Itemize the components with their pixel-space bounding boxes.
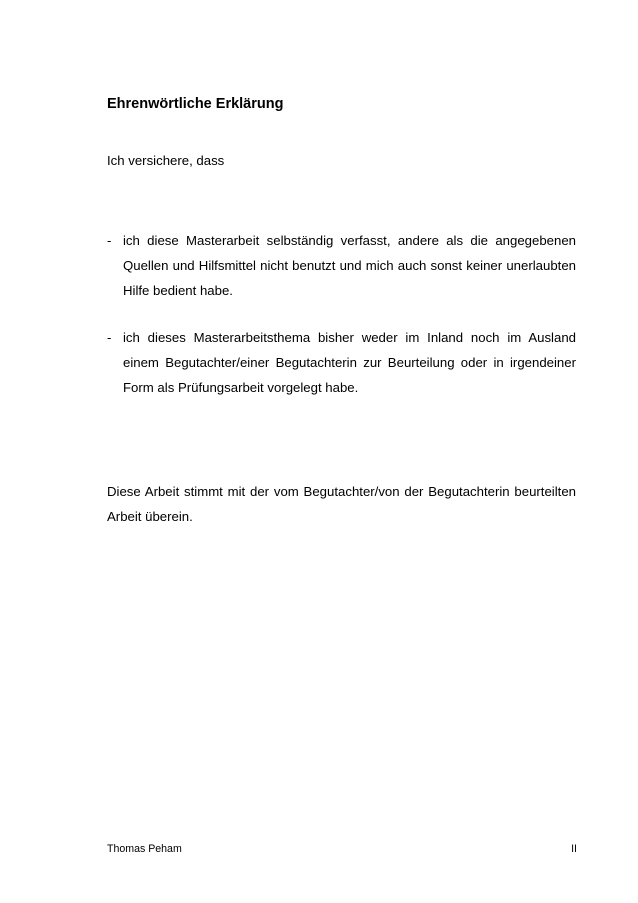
list-marker: - bbox=[107, 330, 112, 345]
closing-statement: Diese Arbeit stimmt mit der vom Begutachter/von der Begutachterin beurteilten Arbeit überein. bbox=[107, 484, 576, 524]
declaration-item bbox=[107, 228, 576, 303]
intro-text: Ich versichere, dass bbox=[107, 153, 225, 168]
footer-author: Thomas Peham bbox=[107, 843, 182, 855]
declaration-item-text: ich diese Masterarbeit selbständig verfasst, andere als die angegebenen Quellen und Hilfsmittel nicht benutzt und mich auch sonst keiner unerlaubten Hilfe bedient habe. bbox=[123, 233, 576, 298]
declaration-item-text: ich dieses Masterarbeitsthema bisher weder im Inland noch im Ausland einem Begutachter/einer Begutachterin zur Beurteilung oder in irgendeiner Form als Prüfungsarbeit vorgelegt habe. bbox=[123, 330, 576, 395]
footer-page-number: II bbox=[571, 843, 577, 855]
declaration-item bbox=[107, 325, 576, 400]
page-title: Ehrenwörtliche Erklärung bbox=[107, 96, 284, 112]
list-marker: - bbox=[107, 233, 112, 248]
